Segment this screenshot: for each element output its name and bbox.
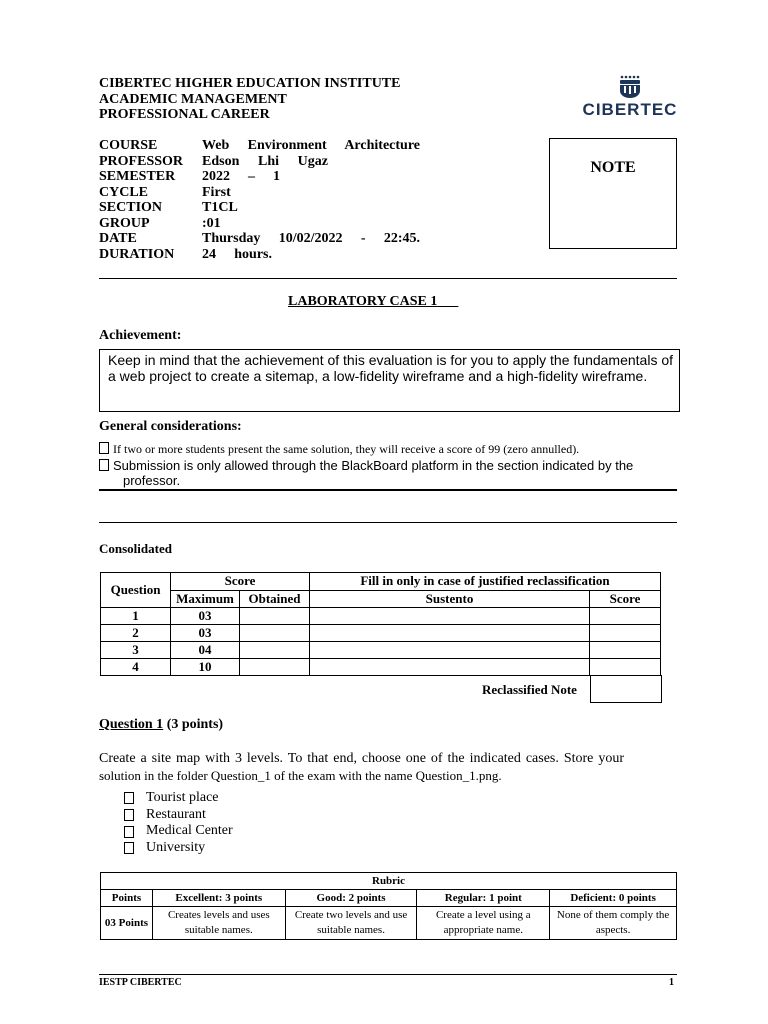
table-row	[101, 659, 661, 676]
header-obtained: Obtained	[240, 590, 310, 608]
sustento-cell[interactable]	[310, 659, 590, 676]
info-row-date	[99, 231, 420, 247]
question-1-line1: Create a site map with 3 levels. To that end, choose one of the indicated cases. Store your	[99, 751, 624, 766]
checkbox-square-icon	[124, 842, 134, 854]
score-cell[interactable]	[590, 625, 661, 642]
info-key: DURATION	[99, 246, 175, 262]
obtained-cell[interactable]	[240, 642, 310, 659]
crown-icon	[582, 74, 678, 100]
institution-header	[99, 76, 401, 123]
sustento-cell[interactable]	[310, 625, 590, 642]
lab-title-text: LABORATORY CASE 1	[288, 294, 438, 309]
rubric-header: Good: 2 points	[285, 890, 417, 907]
department-name: ACADEMIC MANAGEMENT	[99, 91, 287, 107]
table-row	[101, 625, 661, 642]
footer-divider	[99, 974, 677, 975]
header-question: Question	[101, 573, 171, 608]
reclassified-note-label: Reclassified Note	[482, 682, 577, 697]
table-subheader-row	[101, 590, 661, 608]
question-1-label: Question 1	[99, 717, 164, 732]
option-label: University	[146, 840, 206, 856]
score-cell[interactable]	[590, 659, 661, 676]
option-label: Tourist place	[146, 790, 219, 805]
info-value: T1CL	[202, 200, 238, 215]
rubric-points: 03 Points	[101, 907, 153, 940]
career-name: PROFESSIONAL CAREER	[99, 107, 270, 122]
consideration-item-2	[99, 458, 649, 488]
rubric-cell: Create two levels and use suitable names.	[285, 907, 417, 940]
info-value: Web Environment Architecture	[202, 138, 420, 153]
info-key: DATE	[99, 231, 137, 246]
reclassified-note-box[interactable]	[590, 675, 662, 703]
info-key: COURSE	[99, 138, 158, 153]
list-item	[124, 807, 233, 824]
info-row-professor	[99, 154, 420, 170]
list-item	[124, 840, 233, 857]
question-number: 2	[101, 625, 171, 642]
question-1-points: (3 points)	[166, 717, 224, 732]
info-value: Thursday 10/02/2022 - 22:45.	[202, 231, 420, 246]
rubric-cell: Create a level using a appropriate name.	[417, 907, 550, 940]
consideration-text: If two or more students present the same solution, they will receive a score of 99 (zero annulled).	[113, 442, 580, 456]
question-1-title	[99, 717, 223, 733]
question-number: 3	[101, 642, 171, 659]
header-fill: Fill in only in case of justified reclassification	[310, 573, 661, 591]
logo-wordmark: CIBERTEC	[582, 100, 678, 119]
rubric-table	[100, 872, 677, 940]
checkbox-square-icon	[124, 826, 134, 838]
info-row-section	[99, 200, 420, 216]
note-box	[549, 138, 677, 249]
question-1-text	[99, 750, 624, 784]
info-value: Edson Lhi Ugaz	[202, 153, 328, 169]
rubric-title: Rubric	[101, 873, 677, 890]
rubric-title-row	[101, 873, 677, 890]
divider	[99, 489, 677, 491]
rubric-row	[101, 907, 677, 940]
table-header-row	[101, 573, 661, 591]
consideration-text-cont: professor.	[123, 473, 181, 488]
info-row-semester	[99, 169, 420, 185]
table-row	[101, 608, 661, 625]
info-value: 2022 – 1	[202, 169, 280, 184]
header-maximum: Maximum	[171, 590, 240, 608]
score-cell[interactable]	[590, 642, 661, 659]
max-score: 03	[171, 625, 240, 642]
rubric-cell: Creates levels and uses suitable names.	[152, 907, 285, 940]
rubric-header: Deficient: 0 points	[550, 890, 677, 907]
info-key: CYCLE	[99, 184, 149, 200]
info-key: PROFESSOR	[99, 153, 184, 169]
cibertec-logo	[582, 74, 678, 120]
checkbox-square-icon	[99, 442, 109, 454]
lab-title	[288, 294, 458, 310]
header-score2: Score	[590, 590, 661, 608]
score-cell[interactable]	[590, 608, 661, 625]
header-sustento: Sustento	[310, 590, 590, 608]
achievement-box	[99, 349, 680, 412]
rubric-cell: None of them comply the aspects.	[550, 907, 677, 940]
rubric-header: Regular: 1 point	[417, 890, 550, 907]
info-row-course	[99, 138, 420, 154]
option-label: Restaurant	[146, 806, 206, 822]
note-label: NOTE	[590, 159, 636, 176]
question-1-options	[124, 790, 233, 857]
info-value: :01	[202, 215, 221, 231]
consideration-text: Submission is only allowed through the BlackBoard platform in the section indicated by the	[113, 458, 634, 473]
footer-institution: IESTP CIBERTEC	[99, 977, 182, 988]
consolidated-label: Consolidated	[99, 541, 172, 556]
rubric-header: Points	[101, 890, 153, 907]
consolidated-table	[100, 572, 661, 676]
info-row-group	[99, 216, 420, 232]
header-score: Score	[171, 573, 310, 591]
divider	[99, 522, 677, 523]
info-key: SEMESTER	[99, 169, 176, 184]
question-number: 1	[101, 608, 171, 625]
info-row-cycle	[99, 185, 420, 201]
info-value: 24 hours.	[202, 246, 272, 262]
max-score: 10	[171, 659, 240, 676]
checkbox-square-icon	[99, 459, 109, 471]
list-item	[124, 823, 233, 840]
info-key: GROUP	[99, 215, 150, 231]
rubric-header-row	[101, 890, 677, 907]
institution-name: CIBERTEC HIGHER EDUCATION INSTITUTE	[99, 76, 401, 91]
table-row	[101, 642, 661, 659]
divider	[99, 278, 677, 279]
list-item	[124, 790, 233, 807]
obtained-cell[interactable]	[240, 659, 310, 676]
info-key: SECTION	[99, 200, 163, 215]
checkbox-square-icon	[124, 792, 134, 804]
sustento-cell[interactable]	[310, 642, 590, 659]
course-info	[99, 138, 420, 262]
option-label: Medical Center	[146, 823, 233, 839]
question-1-line2: solution in the folder Question_1 of the exam with the name Question_1.png.	[99, 768, 502, 783]
consideration-item-1	[99, 442, 677, 457]
obtained-cell[interactable]	[240, 625, 310, 642]
rubric-header: Excellent: 3 points	[152, 890, 285, 907]
sustento-cell[interactable]	[310, 608, 590, 625]
achievement-label: Achievement:	[99, 328, 182, 343]
page-number: 1	[669, 977, 674, 988]
question-number: 4	[101, 659, 171, 676]
max-score: 04	[171, 642, 240, 659]
info-row-duration	[99, 247, 420, 263]
achievement-text: Keep in mind that the achievement of this evaluation is for you to apply the fundamentals of a web project to create a sitemap, a low-fidelity wireframe and a high-fidelity wireframe.	[108, 352, 674, 384]
checkbox-square-icon	[124, 809, 134, 821]
info-value: First	[202, 184, 231, 200]
max-score: 03	[171, 608, 240, 625]
general-considerations-label: General considerations:	[99, 419, 242, 434]
obtained-cell[interactable]	[240, 608, 310, 625]
